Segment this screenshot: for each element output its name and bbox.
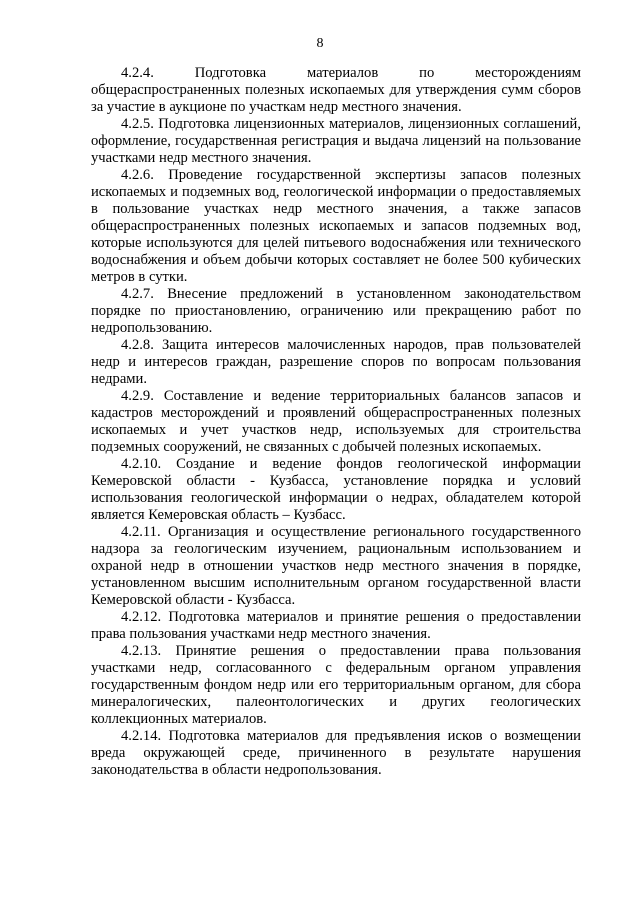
paragraph-4-2-12: 4.2.12. Подготовка материалов и принятие решения о предоставлении права пользования участками недр местного значения. <box>91 609 581 642</box>
paragraph-4-2-7: 4.2.7. Внесение предложений в установленном законодательством порядке по приостановлению, ограничению или прекращению работ по недропользованию. <box>91 286 581 336</box>
paragraph-4-2-8: 4.2.8. Защита интересов малочисленных народов, прав пользователей недр и интересов граждан, разрешение споров по вопросам пользования недрами. <box>91 337 581 387</box>
paragraph-4-2-6: 4.2.6. Проведение государственной экспертизы запасов полезных ископаемых и подземных вод, геологической информации о предоставляемых в пользование участках недр местного значения, а также запасов общераспространенных полезных ископаемых и запасов подземных вод, которые используются для целей питьевого водоснабжения или технического водоснабжения и объем добычи которых составляет не более 500 кубических метров в сутки. <box>91 167 581 285</box>
paragraph-4-2-13: 4.2.13. Принятие решения о предоставлении права пользования участками недр, согласованного с федеральным органом управления государственным фондом недр или его территориальным органом, для сбора минералогических, палеонтологических и других геологических коллекционных материалов. <box>91 643 581 727</box>
paragraph-4-2-5: 4.2.5. Подготовка лицензионных материалов, лицензионных соглашений, оформление, государственная регистрация и выдача лицензий на пользование участками недр местного значения. <box>91 116 581 166</box>
paragraph-4-2-11: 4.2.11. Организация и осуществление регионального государственного надзора за геологическим изучением, рациональным использованием и охраной недр в отношении участков недр местного значения в порядке, установленном высшим исполнительным органом государственной власти Кемеровской области - Кузбасса. <box>91 524 581 608</box>
document-body <box>91 65 581 779</box>
paragraph-4-2-10: 4.2.10. Создание и ведение фондов геологической информации Кемеровской области - Кузбасса, установление порядка и условий использования геологической информации о недрах, обладателем которой является Кемеровская область – Кузбасс. <box>91 456 581 523</box>
paragraph-4-2-4: 4.2.4. Подготовка материалов по месторождениям общераспространенных полезных ископаемых для утверждения сумм сборов за участие в аукционе по участкам недр местного значения. <box>91 65 581 115</box>
paragraph-4-2-9: 4.2.9. Составление и ведение территориальных балансов запасов и кадастров месторождений и проявлений общераспространенных полезных ископаемых и учет участков недр, используемых для строительства подземных сооружений, не связанных с добычей полезных ископаемых. <box>91 388 581 455</box>
page-number: 8 <box>316 36 324 51</box>
paragraph-4-2-14: 4.2.14. Подготовка материалов для предъявления исков о возмещении вреда окружающей среде, причиненного в результате нарушения законодательства в области недропользования. <box>91 728 581 778</box>
